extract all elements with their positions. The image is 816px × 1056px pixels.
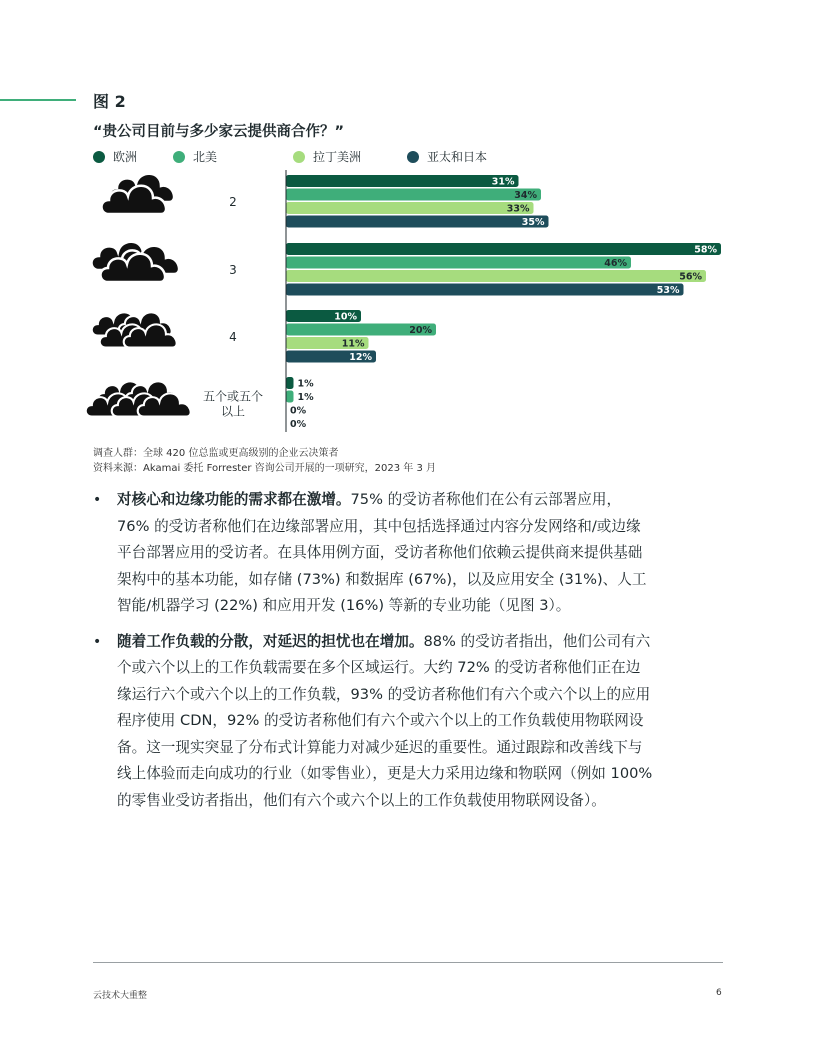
- bullet-heading: 随着工作负载的分散，对延迟的担忧也在增加。: [117, 632, 424, 650]
- category-label: 五个或五个: [202, 389, 264, 404]
- bullet-item: [93, 629, 653, 815]
- legend-swatch-apj: [407, 151, 419, 163]
- bar: [286, 377, 294, 389]
- bar: [286, 270, 706, 282]
- bar-value-label: 10%: [334, 311, 357, 323]
- footnote-sample: 调查人群：全球 420 位总监或更高级别的企业云决策者: [93, 448, 339, 459]
- legend-label-europe: 欧洲: [113, 150, 138, 164]
- bar: [286, 391, 294, 403]
- bar-value-label: 12%: [349, 352, 372, 363]
- category-label: 2: [229, 195, 237, 209]
- bar-value-label: 53%: [656, 285, 680, 296]
- bar: [286, 284, 684, 296]
- footer-doc-title: 云技术大重整: [93, 991, 148, 1001]
- bar-value-label: 11%: [341, 338, 365, 350]
- bar-value-label: 46%: [604, 258, 627, 269]
- legend-swatch-europe: [93, 151, 105, 163]
- legend-item-europe: [93, 148, 137, 165]
- bar-value-label: 58%: [694, 244, 717, 256]
- bar: [286, 175, 519, 187]
- bar-value-label: 20%: [409, 325, 432, 336]
- legend-item-latam: [293, 148, 361, 165]
- bar-value-label: 31%: [491, 176, 515, 188]
- legend-label-latam: 拉丁美洲: [313, 150, 362, 164]
- accent-rule: [0, 99, 76, 101]
- bullet-list: [93, 487, 653, 823]
- bullet-heading: 对核心和边缘功能的需求都在激增。: [117, 491, 351, 508]
- legend-item-north-america: [173, 148, 217, 165]
- page-number: 6: [716, 988, 722, 998]
- chart-legend: [93, 148, 693, 164]
- chart-title: “贵公司目前与多少家云提供商合作？”: [93, 124, 345, 140]
- bullet-item: [93, 487, 653, 620]
- category-label: 3: [229, 263, 237, 277]
- bullet-text: 75% 的受访者称他们在公有云部署应用，76% 的受访者称他们在边缘部署应用，其中包括选择通过内容分发网络和/或边缘平台部署应用的受访者。在具体用例方面，受访者称他们依赖云提供商来提供基础架构中的基本功能，如存储 (73%) 和数据库 (67%)，以及应用安全 (31%)、人工智能/机器学习 (22%) 和应用开发 (16%) 等新的专业功能（见图 3）。: [117, 491, 647, 614]
- figure-label: 图 2: [93, 92, 126, 111]
- legend-swatch-latam: [293, 151, 305, 163]
- bar-value-label: 0%: [290, 405, 307, 417]
- footer-rule: [93, 962, 723, 963]
- legend-label-north-america: 北美: [193, 150, 218, 164]
- bar-value-label: 56%: [679, 271, 702, 283]
- bar-value-label: 35%: [521, 217, 545, 228]
- category-label: 4: [229, 330, 237, 344]
- bar: [286, 202, 534, 214]
- bar: [286, 216, 549, 228]
- bar-chart: [86, 168, 736, 440]
- footnote-source: 资料来源：Akamai 委托 Forrester 咨询公司开展的一项研究，2023 年 3 月: [93, 463, 437, 474]
- bar-value-label: 1%: [297, 392, 314, 403]
- legend-item-apj: [407, 148, 487, 165]
- legend-swatch-north-america: [173, 151, 185, 163]
- bar: [286, 243, 721, 255]
- category-label: 以上: [220, 404, 246, 419]
- bar: [286, 189, 541, 201]
- bar-value-label: 33%: [506, 203, 530, 215]
- bar-value-label: 34%: [514, 190, 537, 201]
- bar-value-label: 1%: [297, 378, 314, 390]
- bar-value-label: 0%: [290, 419, 307, 430]
- legend-label-apj: 亚太和日本: [427, 150, 488, 164]
- bar: [286, 257, 631, 269]
- bullet-text: 88% 的受访者指出，他们公司有六个或六个以上的工作负载需要在多个区域运行。大约 72% 的受访者称他们正在边缘运行六个或六个以上的工作负载，93% 的受访者称他们有六个或六个以上的应用程序使用 CDN，92% 的受访者称他们有六个或六个以上的工作负载使用物联网设备。这一现实突显了分布式计算能力对减少延迟的重要性。通过跟踪和改善线下与线上体验而走向成功的行业（如零售业），更是大力采用边缘和物联网（例如 100% 的零售业受访者指出，他们有六个或六个以上的工作负载使用物联网设备）。: [117, 632, 653, 809]
